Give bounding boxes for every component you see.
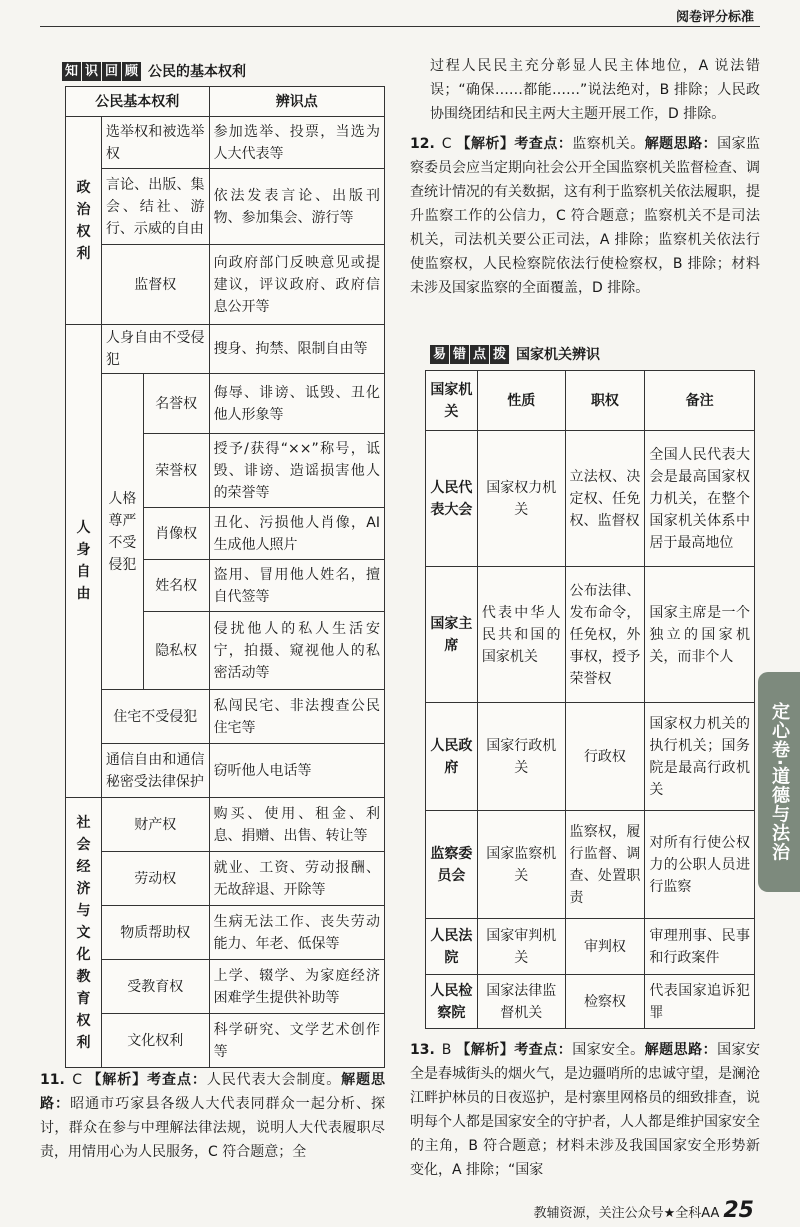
right-cell: 言论、出版、集会、结社、游行、示威的自由 (101, 169, 209, 245)
power-cell: 行政权 (565, 703, 645, 811)
kaochadian-text: 人民代表大会制度。 (206, 1072, 342, 1088)
nature-cell: 国家法律监督机关 (477, 975, 565, 1029)
organs-header: 性质 (477, 371, 565, 431)
nature-cell: 国家权力机关 (477, 431, 565, 567)
group-personal: 人身自由 (66, 325, 102, 798)
group-dignity: 人格尊严不受侵犯 (101, 374, 143, 690)
answer-text: 国家监察委员会应当定期向社会公开全国监察机关监督检查、调查统计情况的有关数据，这有利于监察机关依法履职，提升监察工作的公信力，C 符合题意；监察机关不是司法机关，司法机关要公正司法，A 排除；监察机关依法行使监察权，人民检察院依法行使检察权，B 排除；材料未涉及国家监察的全面覆盖，D 排除。 (410, 136, 761, 296)
answer-letter: C (441, 136, 452, 152)
kaochadian-label: 考查点： (147, 1072, 207, 1088)
point-cell: 私闯民宅、非法搜查公民住宅等 (209, 690, 384, 744)
page-number: 25 (723, 1198, 754, 1223)
point-cell: 搜身、拘禁、限制自由等 (209, 325, 384, 374)
point-cell: 科学研究、文学艺术创作等 (209, 1014, 384, 1068)
question-number: 13. (410, 1042, 435, 1058)
kaochadian-text: 监察机关。 (572, 136, 645, 152)
answer-text: 昭通市巧家县各级人大代表同群众一起分析、探讨，群众在参与中理解法律法规，说明人大代表履职尽责，用情用心为人民服务，C 符合题意；全 (40, 1096, 386, 1160)
section-title: 公民的基本权利 (148, 64, 246, 80)
note-cell: 审理刑事、民事和行政案件 (645, 919, 755, 975)
answer-text: 国家安全是春城街头的烟火气，是边疆哨所的忠诚守望，是澜沧江畔护林员的日夜巡护，是村寨里网格员的细致排查，说明每个人都是国家安全的守护者，人人都是维护国家安全的主角，B 符合题意；材料未涉及我国国家安全形势新变化，A 排除；“国家 (410, 1042, 761, 1178)
point-cell: 参加选举、投票，当选为人大代表等 (209, 117, 384, 169)
point-cell: 授予/获得“××”称号，诋毁、诽谤、造谣损害他人的荣誉等 (209, 434, 384, 508)
tag-char: 拨 (490, 345, 509, 364)
tag-char: 错 (450, 345, 469, 364)
continued-text: 过程人民民主充分彰显人民主体地位，A 说法错误；“确保……都能……”说法绝对，B 排除；人民政协围绕团结和民主两大主题开展工作，D 排除。 (430, 58, 760, 122)
point-cell: 上学、辍学、为家庭经济困难学生提供补助等 (209, 960, 384, 1014)
organs-header: 国家机关 (426, 371, 478, 431)
point-cell: 侵扰他人的私人生活安宁，拍摄、窥视他人的私密活动等 (209, 612, 384, 690)
question-number: 11. (40, 1072, 65, 1088)
note-cell: 对所有行使公权力的公职人员进行监察 (645, 811, 755, 919)
right-cell: 通信自由和通信秘密受法律保护 (101, 744, 209, 798)
right-cell: 选举权和被选举权 (101, 117, 209, 169)
point-cell: 窃听他人电话等 (209, 744, 384, 798)
jiexi-label: 【解析】 (456, 136, 515, 152)
silu-label: 解题思路： (644, 1042, 718, 1058)
rights-header-point: 辨识点 (209, 87, 384, 117)
organ-cell: 人民代表大会 (426, 431, 478, 567)
tag-char: 点 (470, 345, 489, 364)
answer-letter: C (72, 1072, 82, 1088)
point-cell: 盗用、冒用他人姓名，擅自代签等 (209, 560, 384, 612)
power-cell: 立法权、决定权、任免权、监督权 (565, 431, 645, 567)
group-social: 社会经济与文化教育权利 (66, 798, 102, 1068)
point-cell: 就业、工资、劳动报酬、无故辞退、开除等 (209, 852, 384, 906)
side-tab: 定心卷·道德与法治 (758, 672, 800, 892)
tag-char: 回 (102, 62, 121, 81)
point-cell: 丑化、污损他人肖像，AI生成他人照片 (209, 508, 384, 560)
right-section-heading (430, 344, 600, 364)
note-cell: 全国人民代表大会是最高国家权力机关，在整个国家机关体系中居于最高地位 (645, 431, 755, 567)
answer-letter: B (441, 1042, 452, 1058)
header-rule (40, 26, 760, 27)
question-number: 12. (410, 136, 435, 152)
right-cell: 姓名权 (143, 560, 209, 612)
question-12 (410, 132, 760, 300)
right-cell: 劳动权 (101, 852, 209, 906)
right-cell: 荣誉权 (143, 434, 209, 508)
tag-char: 易 (430, 345, 449, 364)
right-cell: 住宅不受侵犯 (101, 690, 209, 744)
silu-label: 解题思路： (644, 136, 718, 152)
question-13 (410, 1038, 760, 1182)
page-footer (534, 1198, 754, 1223)
right-cell: 受教育权 (101, 960, 209, 1014)
point-cell: 依法发表言论、出版刊物、参加集会、游行等 (209, 169, 384, 245)
right-cell: 物质帮助权 (101, 906, 209, 960)
tag-char: 识 (82, 62, 101, 81)
right-cell: 文化权利 (101, 1014, 209, 1068)
organ-cell: 人民政府 (426, 703, 478, 811)
page-header-title: 阅卷评分标准 (675, 10, 754, 25)
right-cell: 肖像权 (143, 508, 209, 560)
organs-header: 备注 (645, 371, 755, 431)
nature-cell: 代表中华人民共和国的国家机关 (477, 567, 565, 703)
right-cell: 名誉权 (143, 374, 209, 434)
section-tag (62, 62, 142, 81)
organ-cell: 国家主席 (426, 567, 478, 703)
rights-header-right: 公民基本权利 (66, 87, 210, 117)
section-title: 国家机关辨识 (516, 347, 600, 363)
power-cell: 公布法律、发布命令，任免权，外事权，授予荣誉权 (565, 567, 645, 703)
point-cell: 购买、使用、租金、利息、捐赠、出售、转让等 (209, 798, 384, 852)
footer-text: 教辅资源，关注公众号★全科AA (533, 1206, 720, 1221)
organs-header: 职权 (565, 371, 645, 431)
point-cell: 向政府部门反映意见或提建议，评议政府、政府信息公开等 (209, 245, 384, 325)
jiexi-label: 【解析】 (456, 1042, 515, 1058)
nature-cell: 国家审判机关 (477, 919, 565, 975)
section-tag (430, 345, 510, 364)
left-section-heading (62, 61, 246, 81)
power-cell: 监察权，履行监督、调查、处置职责 (565, 811, 645, 919)
right-cell: 人身自由不受侵犯 (101, 325, 209, 374)
jiexi-label: 【解析】 (87, 1072, 148, 1088)
question-11 (40, 1068, 385, 1164)
organ-cell: 人民检察院 (426, 975, 478, 1029)
point-cell: 侮辱、诽谤、诋毁、丑化他人形象等 (209, 374, 384, 434)
silu-label: 解题思路： (40, 1072, 386, 1112)
note-cell: 国家权力机关的执行机关；国务院是最高行政机关 (645, 703, 755, 811)
organs-table (425, 370, 755, 1029)
kaochadian-text: 国家安全。 (572, 1042, 645, 1058)
rights-table (65, 86, 385, 1068)
kaochadian-label: 考查点： (514, 1042, 573, 1058)
group-political: 政治权利 (66, 117, 102, 325)
point-cell: 生病无法工作、丧失劳动能力、年老、低保等 (209, 906, 384, 960)
organ-cell: 监察委员会 (426, 811, 478, 919)
power-cell: 检察权 (565, 975, 645, 1029)
nature-cell: 国家行政机关 (477, 703, 565, 811)
nature-cell: 国家监察机关 (477, 811, 565, 919)
note-cell: 国家主席是一个独立的国家机关，而非个人 (645, 567, 755, 703)
right-cell: 监督权 (101, 245, 209, 325)
right-cell: 隐私权 (143, 612, 209, 690)
tag-char: 顾 (122, 62, 141, 81)
right-cell: 财产权 (101, 798, 209, 852)
organ-cell: 人民法院 (426, 919, 478, 975)
kaochadian-label: 考查点： (514, 136, 573, 152)
power-cell: 审判权 (565, 919, 645, 975)
note-cell: 代表国家追诉犯罪 (645, 975, 755, 1029)
tag-char: 知 (62, 62, 81, 81)
